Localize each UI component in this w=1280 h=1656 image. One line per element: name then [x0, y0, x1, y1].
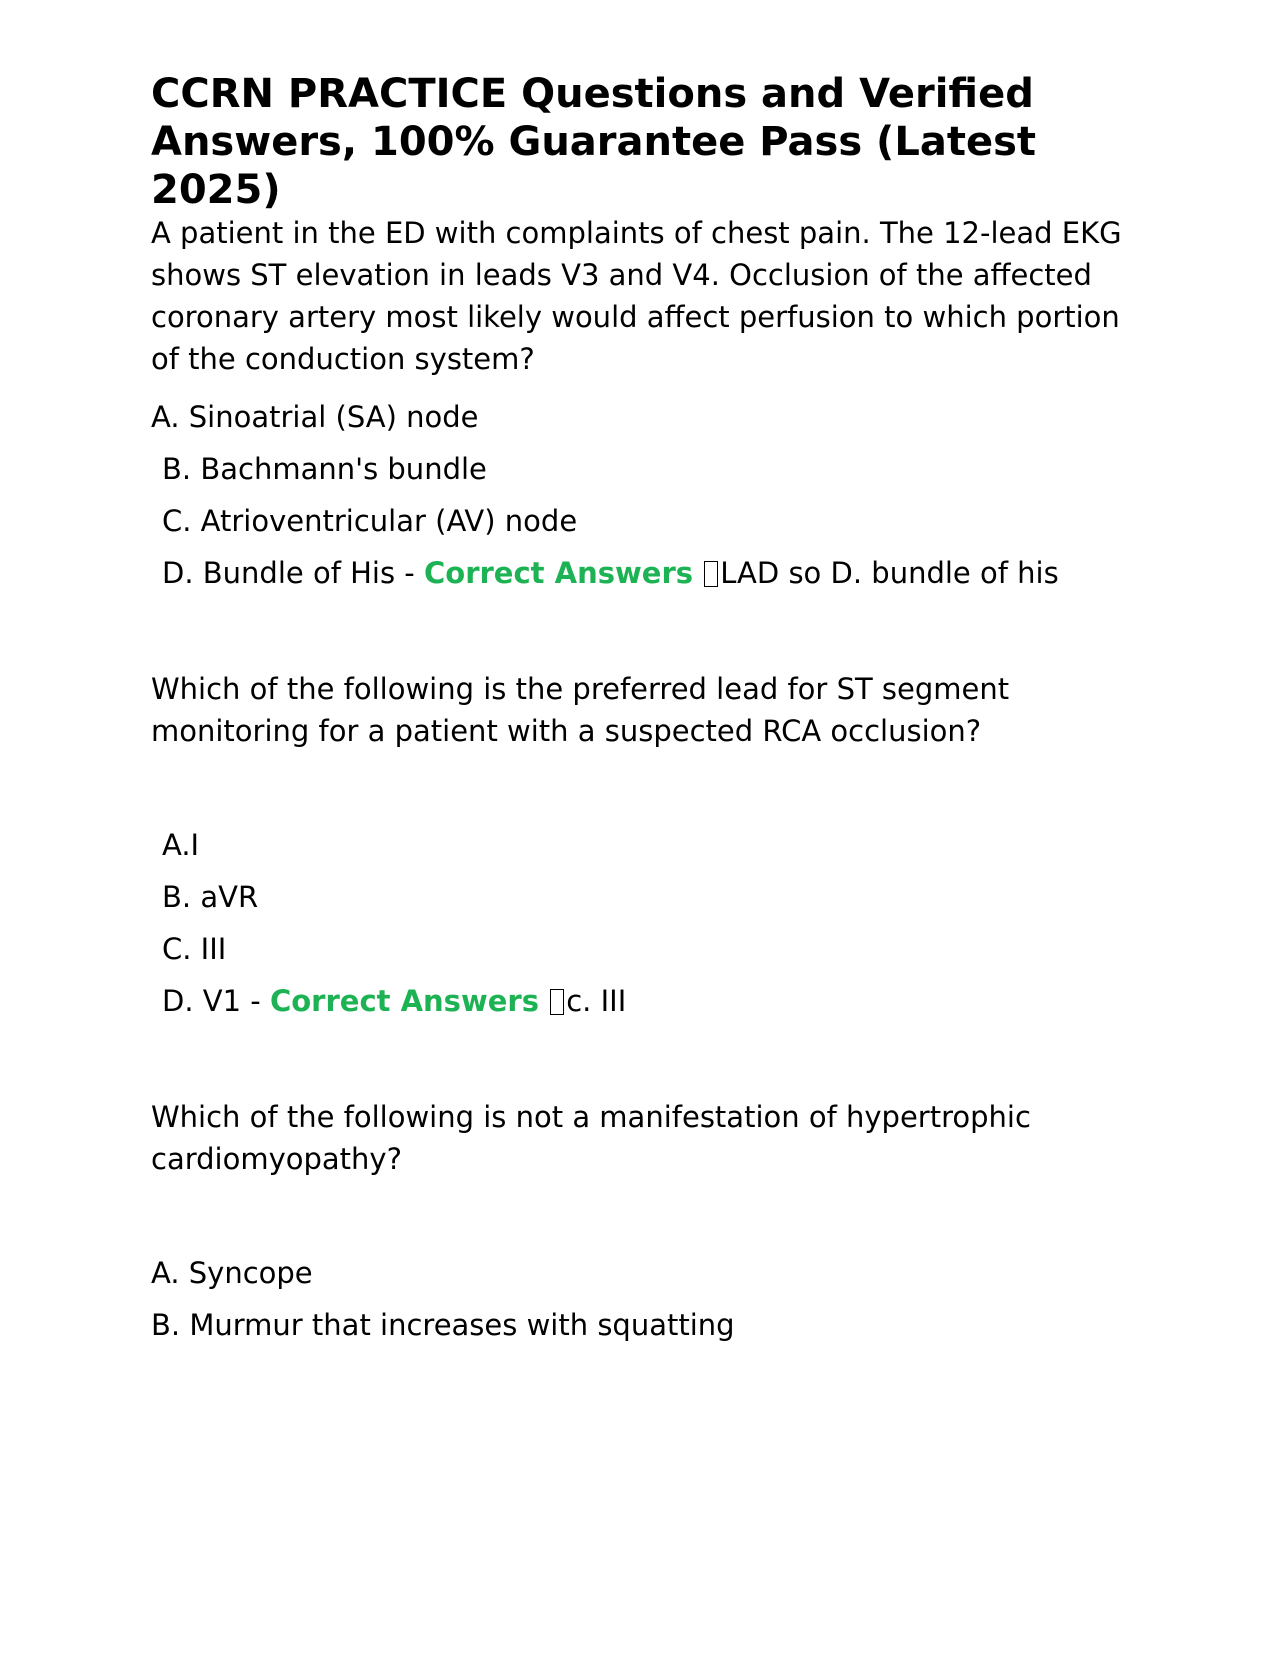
q2-option-a: A.I — [162, 828, 200, 862]
q3-option-b: B. Murmur that increases with squatting — [151, 1308, 735, 1342]
q3-option-a: A. Syncope — [151, 1256, 313, 1290]
q1-option-d-answer — [151, 552, 1141, 594]
correct-answers-label: Correct Answers — [424, 556, 694, 590]
document-title: CCRN PRACTICE Questions and Verified Answers, 100% Guarantee Pass (Latest 2025) — [151, 71, 1036, 213]
correct-answers-label: Correct Answers — [269, 984, 539, 1018]
document-page — [151, 70, 1141, 1346]
missing-glyph-icon — [550, 989, 564, 1015]
q2-option-c: C. III — [162, 932, 227, 966]
q2-answer: c. III — [566, 984, 627, 1018]
q1-option-a: A. Sinoatrial (SA) node — [151, 400, 479, 434]
q1-option-c: C. Atrioventricular (AV) node — [162, 504, 578, 538]
q1-answer: LAD so D. bundle of his — [720, 556, 1059, 590]
q1-option-b: B. Bachmann's bundle — [162, 452, 487, 486]
q1-option-d: D. Bundle of His - — [162, 556, 424, 590]
question-2-text: Which of the following is the preferred lead for ST segment monitoring for a patient with a suspected RCA occlusion? — [151, 672, 1010, 748]
question-1-text: A patient in the ED with complaints of chest pain. The 12-lead EKG shows ST elevation in leads V3 and V4. Occlusion of the affected coronary artery most likely would affect perfusion to which portion of the conduction system? — [151, 216, 1122, 376]
q2-option-d: D. V1 - — [162, 984, 270, 1018]
q2-option-d-answer — [151, 980, 1141, 1022]
missing-glyph-icon — [704, 561, 718, 587]
q2-option-b: B. aVR — [162, 880, 259, 914]
question-3-text: Which of the following is not a manifestation of hypertrophic cardiomyopathy? — [151, 1100, 1031, 1176]
